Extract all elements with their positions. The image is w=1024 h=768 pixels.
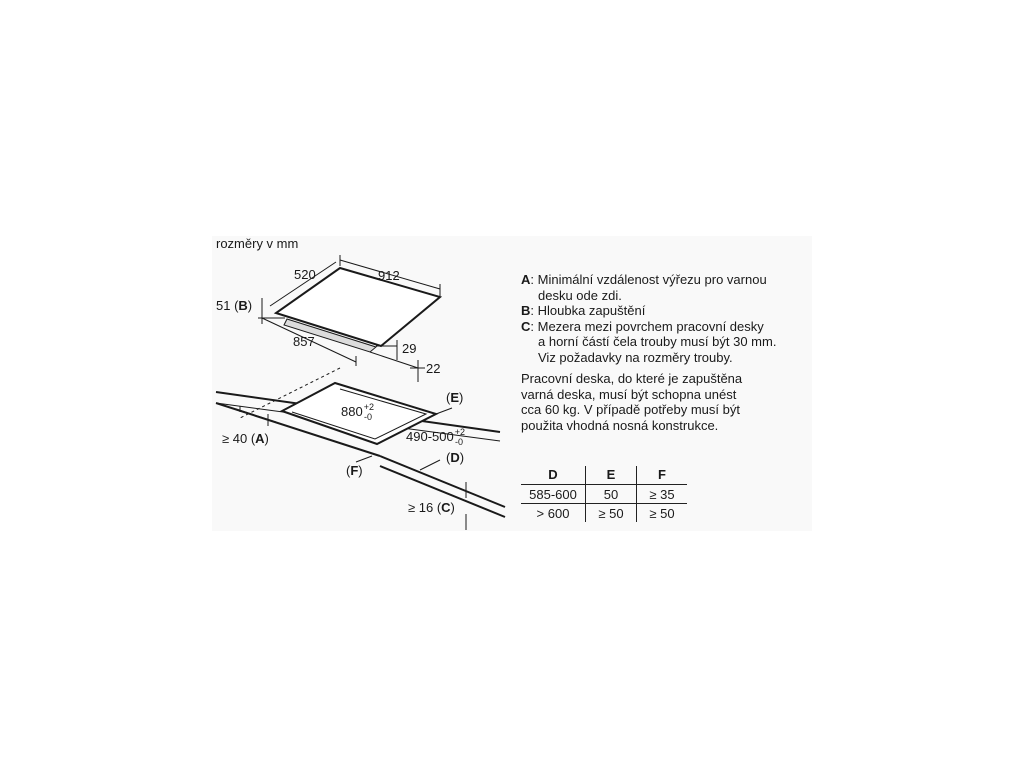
- legend-item-b: B: Hloubka zapuštění: [521, 303, 646, 318]
- table-cell: 585-600: [521, 485, 586, 504]
- table-row: [521, 504, 687, 523]
- table-row: [521, 485, 687, 504]
- legend-item-a-cont: desku ode zdi.: [538, 287, 622, 303]
- units-caption: rozměry v mm: [216, 236, 299, 251]
- table-cell: ≥ 35: [637, 485, 688, 504]
- legend: [521, 272, 776, 365]
- dim-cut-depth: $490-500^{+2}_{-0}$: [406, 427, 465, 447]
- dim-inner-depth: 857: [293, 334, 315, 349]
- dim-cut-width: $880^{+2}_{-0}$: [341, 402, 374, 422]
- table-cell: ≥ 50: [637, 504, 688, 523]
- legend-item-c: C: Mezera mezi povrchem pracovní desky: [521, 318, 764, 334]
- load-note: Pracovní deska, do které je zapuštěna varná deska, musí být schopna unést cca 60 kg. V případě potřeby musí být použita vhodná nosná konstrukce.: [521, 371, 743, 433]
- legend-item-c-cont2: Viz požadavky na rozměry trouby.: [538, 349, 733, 365]
- dim-f: (F): [346, 463, 363, 478]
- dim-b: 51 (B): [216, 298, 253, 313]
- table-cell: 50: [586, 485, 637, 504]
- dim-c: ≥ 16 (C): [408, 500, 455, 515]
- dim-a: ≥ 40 (A): [222, 431, 269, 446]
- table-cell: > 600: [536, 506, 570, 521]
- table-header: F: [637, 466, 688, 485]
- dim-e: (E): [446, 390, 464, 405]
- dim-width: 912: [378, 268, 400, 283]
- table-header-row: [521, 466, 687, 485]
- dim-line-a: [236, 409, 276, 422]
- dim-h29: 29: [402, 341, 417, 356]
- dim-line-e: [436, 408, 452, 414]
- dim-d: (D): [446, 450, 465, 465]
- legend-item-a: A: Minimální vzdálenost výřezu pro varnou: [521, 272, 767, 287]
- dim-line-f: [356, 456, 372, 462]
- clearance-table: [521, 466, 687, 522]
- legend-item-c-cont1: a horní částí čela trouby musí být 30 mm.: [538, 334, 777, 349]
- table-header: D: [521, 466, 586, 485]
- dim-depth: 520: [294, 267, 316, 282]
- dim-h22: 22: [426, 361, 441, 376]
- dim-line-d: [420, 460, 440, 470]
- table-cell: ≥ 50: [586, 504, 637, 523]
- table-header: E: [586, 466, 637, 485]
